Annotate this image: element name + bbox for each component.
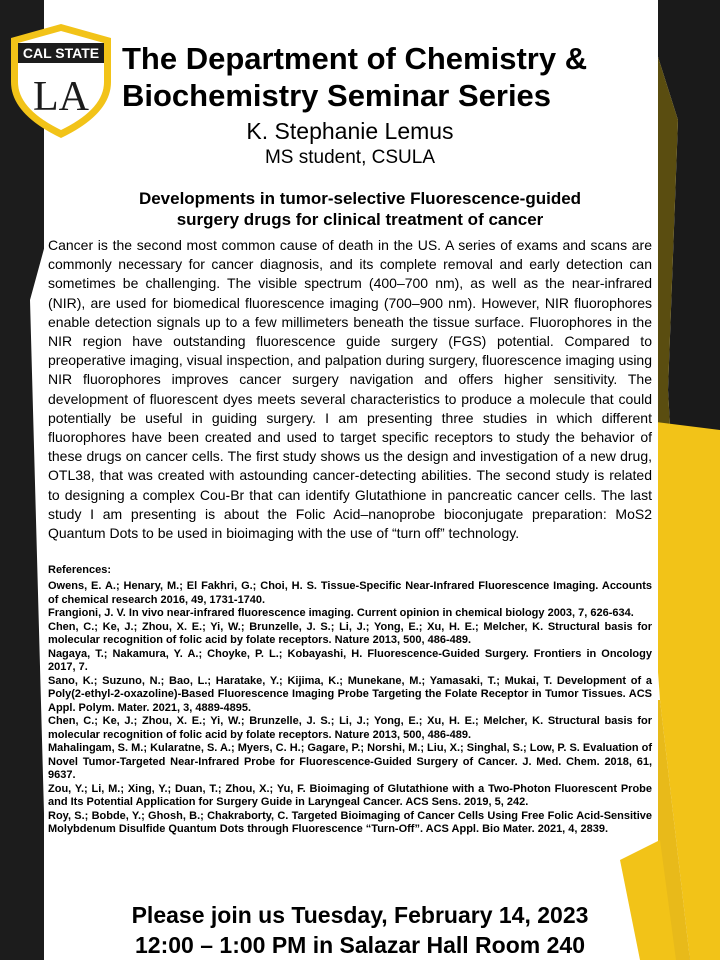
logo-line2: LA [33,74,89,120]
reference-item: Owens, E. A.; Henary, M.; El Fakhri, G.; Choi, H. S. Tissue-Specific Near-Infrared Fluorescence Imaging. Accounts of chemical research 2016, 49, 1731-1740. [48,580,652,606]
event-details [40,900,680,960]
talk-title-line2: surgery drugs for clinical treatment of cancer [176,210,544,229]
references-heading: References: [48,564,111,576]
event-date: Please join us Tuesday, February 14, 2023 [131,902,589,928]
reference-item: Zou, Y.; Li, M.; Xing, Y.; Duan, T.; Zhou, X.; Yu, F. Bioimaging of Glutathione with a Two-Photon Fluorescent Probe and Its Potential Application for Surgery Guide in Laryngeal Cancer. ACS Sens. 2019, 5, 242. [48,782,652,808]
reference-item: Chen, C.; Ke, J.; Zhou, X. E.; Yi, W.; Brunzelle, J. S.; Li, J.; Yong, E.; Xu, H. E.; Melcher, K. Structural basis for molecular recognition of folic acid by folate receptors. Nature 2013, 500, 486-489. [48,620,652,646]
reference-item: Sano, K.; Suzuno, N.; Bao, L.; Haratake, Y.; Kijima, K.; Munekane, M.; Yamasaki, T.; Mukai, T. Development of a Poly(2-ethyl-2-oxazoline)-Based Fluorescence Imaging Probe Targeting the Folate Receptor in Tumor Tissues. ACS Appl. Polym. Mater. 2021, 3, 4889-4895. [48,674,652,714]
speaker-role: MS student, CSULA [264,147,436,168]
talk-title-line1: Developments in tumor-selective Fluorescence-guided [138,189,582,208]
event-time-location: 12:00 – 1:00 PM in Salazar Hall Room 240 [135,932,585,958]
reference-item: Roy, S.; Bobde, Y.; Ghosh, B.; Chakraborty, C. Targeted Bioimaging of Cancer Cells Using Free Folic Acid-Sensitive Molybdenum Disulfide Quantum Dots through Fluorescence “Turn-Off”. ACS Appl. Bio Mater. 2021, 4, 2839. [48,809,652,835]
abstract-text: Cancer is the second most common cause of death in the US. A series of exams and scans are commonly necessary for cancer diagnosis, and its complete removal and early detection can sometimes be challenging. The visible spectrum (400–700 nm), as well as the near-infrared (NIR), are used for biomedical fluorescence imaging (700–900 nm). However, NIR fluorophores enable detection signals up to a few millimeters beneath the tissue surface. Fluorophores in the NIR region have outstanding fluorescence guide surgery (FGS) potential. Compared to preoperative imaging, visual inspection, and palpation during surgery, fluorescence imaging using NIR fluorophores improves cancer surgery navigation and offers higher sensitivity. The development of fluorescent dyes meets several characteristics to produce a molecule that could potentially be useful in guiding surgery. I am presenting three studies in which different fluorophores have been created and used to target specific receptors to study the behavior of these drugs on cancer cells. The first study shows us the design and investigation of a new drug, OTL38, that was created with astounding cancer-detecting abilities. The second study is related to designing a complex Cou-Br that can identify Glutathione in pancreatic cancer cells. The last study I am presenting is about the Folic Acid–nanoprobe bioconjugate preparation: MoS2 Quantum Dots to be used in bioimaging with the use of “turn off” technology. [48,237,652,542]
reference-item: Nagaya, T.; Nakamura, Y. A.; Choyke, P. L.; Kobayashi, H. Fluorescence-Guided Surgery. Frontiers in Oncology 2017, 7. [48,647,652,673]
title-line2: Biochemistry Seminar Series [122,78,552,113]
speaker-name: K. Stephanie Lemus [246,118,454,144]
talk-title [60,188,660,230]
cal-state-la-logo [8,22,114,140]
title-line1: The Department of Chemistry & [122,41,588,76]
references-list [48,580,652,837]
reference-item: Chen, C.; Ke, J.; Zhou, X. E.; Yi, W.; Brunzelle, J. S.; Li, J.; Yong, E.; Xu, H. E.; Melcher, K. Structural basis for molecular recognition of folic acid by folate receptors. Nature 2013, 500, 486-489. [48,715,652,741]
page-title [122,40,712,114]
reference-item: Mahalingam, S. M.; Kularatne, S. A.; Myers, C. H.; Gagare, P.; Norshi, M.; Liu, X.; Singhal, S.; Low, P. S. Evaluation of Novel Tumor-Targeted Near-Infrared Probe for Fluorescence-Guided Surgery of Cancer. J. Med. Chem. 2018, 61, 9637. [48,742,652,781]
logo-line1: CAL STATE [22,45,100,61]
reference-item: Frangioni, J. V. In vivo near-infrared fluorescence imaging. Current opinion in chemical biology 2003, 7, 626-634. [48,607,634,619]
